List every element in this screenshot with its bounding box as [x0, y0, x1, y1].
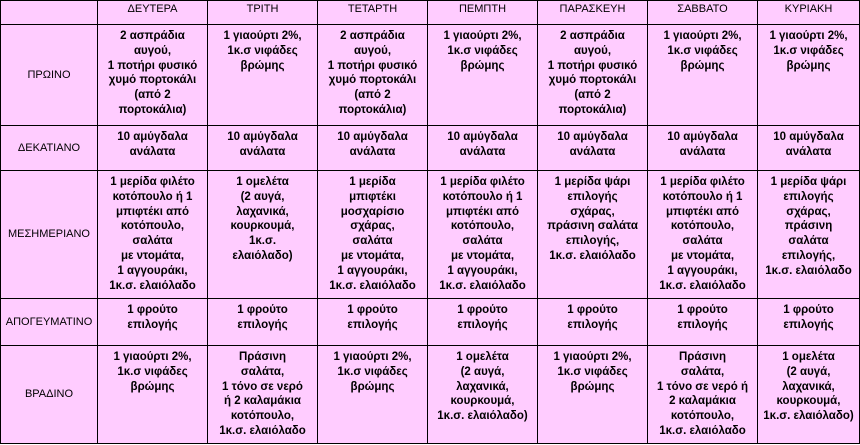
meal-cell: 1 μερίδα φιλέτο κοτόπουλο ή 1 μπιφτέκι από κοτόπουλο, σαλάτα με ντομάτα, 1 αγγουράκι, 1κ.σ. ελαιόλαδο	[428, 171, 538, 299]
meal-cell: 1 φρούτο επιλογής	[318, 299, 428, 346]
meal-cell: 1 γιαούρτι 2%, 1κ.σ νιφάδες βρώμης	[98, 346, 208, 444]
meal-cell: 1 φρούτο επιλογής	[758, 299, 860, 346]
meal-row-afternoon	[1, 299, 860, 346]
meal-cell: 10 αμύγδαλα ανάλατα	[648, 126, 758, 171]
meal-row-lunch	[1, 171, 860, 299]
day-header: ΔΕΥΤΕΡΑ	[98, 1, 208, 25]
meal-cell: 1 φρούτο επιλογής	[98, 299, 208, 346]
day-header: ΤΕΤΑΡΤΗ	[318, 1, 428, 25]
day-header: ΠΕΜΠΤΗ	[428, 1, 538, 25]
day-header: ΠΑΡΑΣΚΕΥΗ	[538, 1, 648, 25]
meal-cell: 1 μερίδα ψάρι επιλογής σχάρας, πράσινη σαλάτα επιλογής, 1κ.σ. ελαιόλαδο	[538, 171, 648, 299]
meal-cell: 1 μερίδα φιλέτο κοτόπουλο ή 1 μπιφτέκι από κοτόπουλο, σαλάτα με ντομάτα, 1 αγγουράκι, 1κ.σ. ελαιόλαδο	[98, 171, 208, 299]
meal-cell: 1 ομελέτα (2 αυγά, λαχανικά, κουρκουμά, 1κ.σ. ελαιόλαδο)	[758, 346, 860, 444]
header-row	[1, 1, 860, 25]
meal-cell: 1 φρούτο επιλογής	[428, 299, 538, 346]
meal-cell: 1 φρούτο επιλογής	[538, 299, 648, 346]
meal-cell: 1 γιαούρτι 2%, 1κ.σ νιφάδες βρώμης	[758, 25, 860, 126]
meal-cell: 1 φρούτο επιλογής	[648, 299, 758, 346]
meal-cell: 1 ομελέτα (2 αυγά, λαχανικά, κουρκουμά, 1κ.σ. ελαιόλαδο)	[428, 346, 538, 444]
meal-cell: 2 ασπράδια αυγού, 1 ποτήρι φυσικό χυμό πορτοκάλι (από 2 πορτοκάλια)	[538, 25, 648, 126]
meal-cell: 1 γιαούρτι 2%, 1κ.σ νιφάδες βρώμης	[648, 25, 758, 126]
meal-cell: 1 γιαούρτι 2%, 1κ.σ νιφάδες βρώμης	[538, 346, 648, 444]
meal-cell: 2 ασπράδια αυγού, 1 ποτήρι φυσικό χυμό πορτοκάλι (από 2 πορτοκάλια)	[318, 25, 428, 126]
meal-cell: 10 αμύγδαλα ανάλατα	[318, 126, 428, 171]
meal-label: ΜΕΣΗΜΕΡΙΑΝΟ	[1, 171, 98, 299]
meal-cell: Πράσινη σαλάτα, 1 τόνο σε νερό ή 2 καλαμάκια κοτόπουλο, 1κ.σ. ελαιόλαδο	[208, 346, 318, 444]
meal-label: ΔΕΚΑΤΙΑΝΟ	[1, 126, 98, 171]
meal-cell: 1 μερίδα μπιφτέκι μοσχαρίσιο σχάρας, σαλάτα με ντομάτα, 1 αγγουράκι, 1κ.σ. ελαιόλαδο	[318, 171, 428, 299]
meal-cell: Πράσινη σαλάτα, 1 τόνο σε νερό ή 2 καλαμάκια κοτόπουλο, 1κ.σ. ελαιόλαδο	[648, 346, 758, 444]
day-header: ΤΡΙΤΗ	[208, 1, 318, 25]
meal-row-breakfast	[1, 25, 860, 126]
meal-cell: 1 ομελέτα (2 αυγά, λαχανικά, κουρκουμά, 1κ.σ. ελαιόλαδο)	[208, 171, 318, 299]
meal-cell: 1 γιαούρτι 2%, 1κ.σ νιφάδες βρώμης	[318, 346, 428, 444]
meal-cell: 10 αμύγδαλα ανάλατα	[758, 126, 860, 171]
day-header: ΚΥΡΙΑΚΗ	[758, 1, 860, 25]
meal-cell: 10 αμύγδαλα ανάλατα	[428, 126, 538, 171]
meal-label: ΒΡΑΔΙΝΟ	[1, 346, 98, 444]
day-header: ΣΑΒΒΑΤΟ	[648, 1, 758, 25]
corner-cell	[1, 1, 98, 25]
meal-cell: 1 φρούτο επιλογής	[208, 299, 318, 346]
meal-cell: 1 γιαούρτι 2%, 1κ.σ νιφάδες βρώμης	[208, 25, 318, 126]
meal-row-dinner	[1, 346, 860, 444]
meal-label: ΑΠΟΓΕΥΜΑΤΙΝΟ	[1, 299, 98, 346]
meal-row-midmorning	[1, 126, 860, 171]
meal-cell: 10 αμύγδαλα ανάλατα	[538, 126, 648, 171]
meal-cell: 1 γιαούρτι 2%, 1κ.σ νιφάδες βρώμης	[428, 25, 538, 126]
meal-cell: 10 αμύγδαλα ανάλατα	[98, 126, 208, 171]
meal-cell: 1 μερίδα ψάρι επιλογής σχάρας, πράσινη σαλάτα επιλογής, 1κ.σ. ελαιόλαδο	[758, 171, 860, 299]
meal-cell: 10 αμύγδαλα ανάλατα	[208, 126, 318, 171]
meal-label: ΠΡΩΙΝΟ	[1, 25, 98, 126]
meal-cell: 2 ασπράδια αυγού, 1 ποτήρι φυσικό χυμό πορτοκάλι (από 2 πορτοκάλια)	[98, 25, 208, 126]
meal-cell: 1 μερίδα φιλέτο κοτόπουλο ή 1 μπιφτέκι από κοτόπουλο, σαλάτα με ντομάτα, 1 αγγουράκι, 1κ.σ. ελαιόλαδο	[648, 171, 758, 299]
